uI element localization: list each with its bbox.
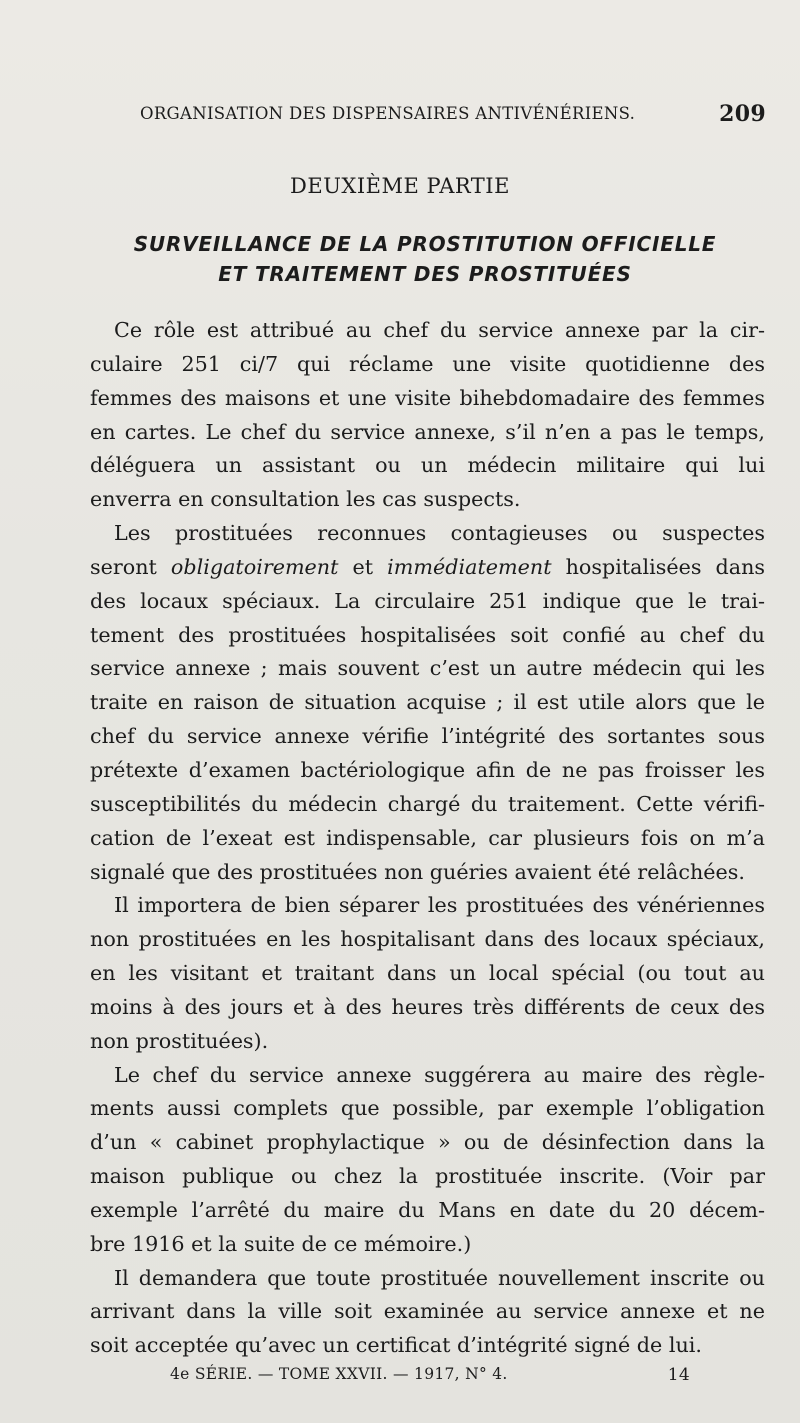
text-line: Les prostituées reconnues contagieuses ou suspectes — [114, 521, 765, 546]
text-line: ments aussi complets que possible, par exemple l’obligation — [90, 1096, 765, 1121]
text-line: arrivant dans la ville soit examinée au service annexe et ne — [90, 1299, 765, 1324]
text-line: d’un « cabinet prophylactique » ou de désinfection dans la — [90, 1130, 765, 1155]
text-line: Il importera de bien séparer les prostituées des vénériennes — [114, 893, 765, 918]
text-line: déléguera un assistant ou un médecin militaire qui lui — [90, 453, 765, 478]
text-line: soit acceptée qu’avec un certificat d’intégrité signé de lui. — [90, 1333, 702, 1358]
text-line: Le chef du service annexe suggérera au maire des règle- — [114, 1062, 765, 1087]
page-footer — [170, 1365, 690, 1383]
text-line: service annexe ; mais souvent c’est un autre médecin qui les — [90, 656, 765, 681]
part-title: DEUXIÈME PARTIE — [290, 174, 510, 198]
page-number: 209 — [719, 101, 766, 127]
text-fragment: et — [352, 554, 374, 579]
text-line: exemple l’arrêté du maire du Mans en date du 20 décem- — [90, 1197, 765, 1222]
text-line: femmes des maisons et une visite bihebdomadaire des femmes — [90, 385, 765, 410]
running-header — [140, 101, 766, 127]
text-line — [90, 551, 765, 585]
text-line: maison publique ou chez la prostituée inscrite. (Voir par — [90, 1164, 765, 1189]
italic-word: immédiatement — [387, 554, 552, 579]
text-line: cation de l’exeat est indispensable, car plusieurs fois on m’a — [90, 825, 765, 850]
section-title-line-1: SURVEILLANCE DE LA PROSTITUTION OFFICIELLE — [133, 232, 717, 256]
section-title-line-2: ET TRAITEMENT DES PROSTITUÉES — [218, 262, 632, 286]
text-line: signalé que des prostituées non guéries avaient été relâchées. — [90, 859, 745, 884]
body-text — [90, 314, 765, 1363]
text-line: prétexte d’examen bactériologique afin de ne pas froisser les — [90, 757, 765, 782]
text-line: en cartes. Le chef du service annexe, s’il n’en a pas le temps, — [90, 419, 765, 444]
text-line: tement des prostituées hospitalisées soit confié au chef du — [90, 622, 765, 647]
running-title: ORGANISATION DES DISPENSAIRES ANTIVÉNÉRIENS. — [140, 104, 636, 123]
text-line: Il demandera que toute prostituée nouvellement inscrite ou — [114, 1265, 765, 1290]
text-line: enverra en consultation les cas suspects. — [90, 487, 521, 512]
text-line: Ce rôle est attribué au chef du service annexe par la cir- — [114, 318, 765, 342]
text-line: des locaux spéciaux. La circulaire 251 indique que le trai- — [90, 588, 765, 613]
text-line: chef du service annexe vérifie l’intégrité des sortantes sous — [90, 724, 765, 749]
text-line: moins à des jours et à des heures très différents de ceux des — [90, 994, 765, 1019]
text-line: non prostituées en les hospitalisant dans des locaux spéciaux, — [90, 927, 765, 952]
signature-mark: 14 — [667, 1365, 690, 1385]
text-line: susceptibilités du médecin chargé du traitement. Cette vérifi- — [90, 791, 765, 816]
text-line: traite en raison de situation acquise ; il est utile alors que le — [90, 690, 765, 715]
text-fragment: seront — [90, 554, 157, 579]
series-info: 4e SÉRIE. — TOME XXVII. — 1917, N° 4. — [170, 1365, 508, 1383]
text-line: bre 1916 et la suite de ce mémoire.) — [90, 1231, 472, 1256]
text-fragment: hospitalisées dans — [565, 554, 766, 579]
text-line: en les visitant et traitant dans un local spécial (ou tout au — [90, 961, 765, 986]
text-line: non prostituées). — [90, 1028, 269, 1053]
italic-word: obligatoirement — [170, 554, 339, 579]
text-line: culaire 251 ci/7 qui réclame une visite quotidienne des — [90, 351, 765, 376]
